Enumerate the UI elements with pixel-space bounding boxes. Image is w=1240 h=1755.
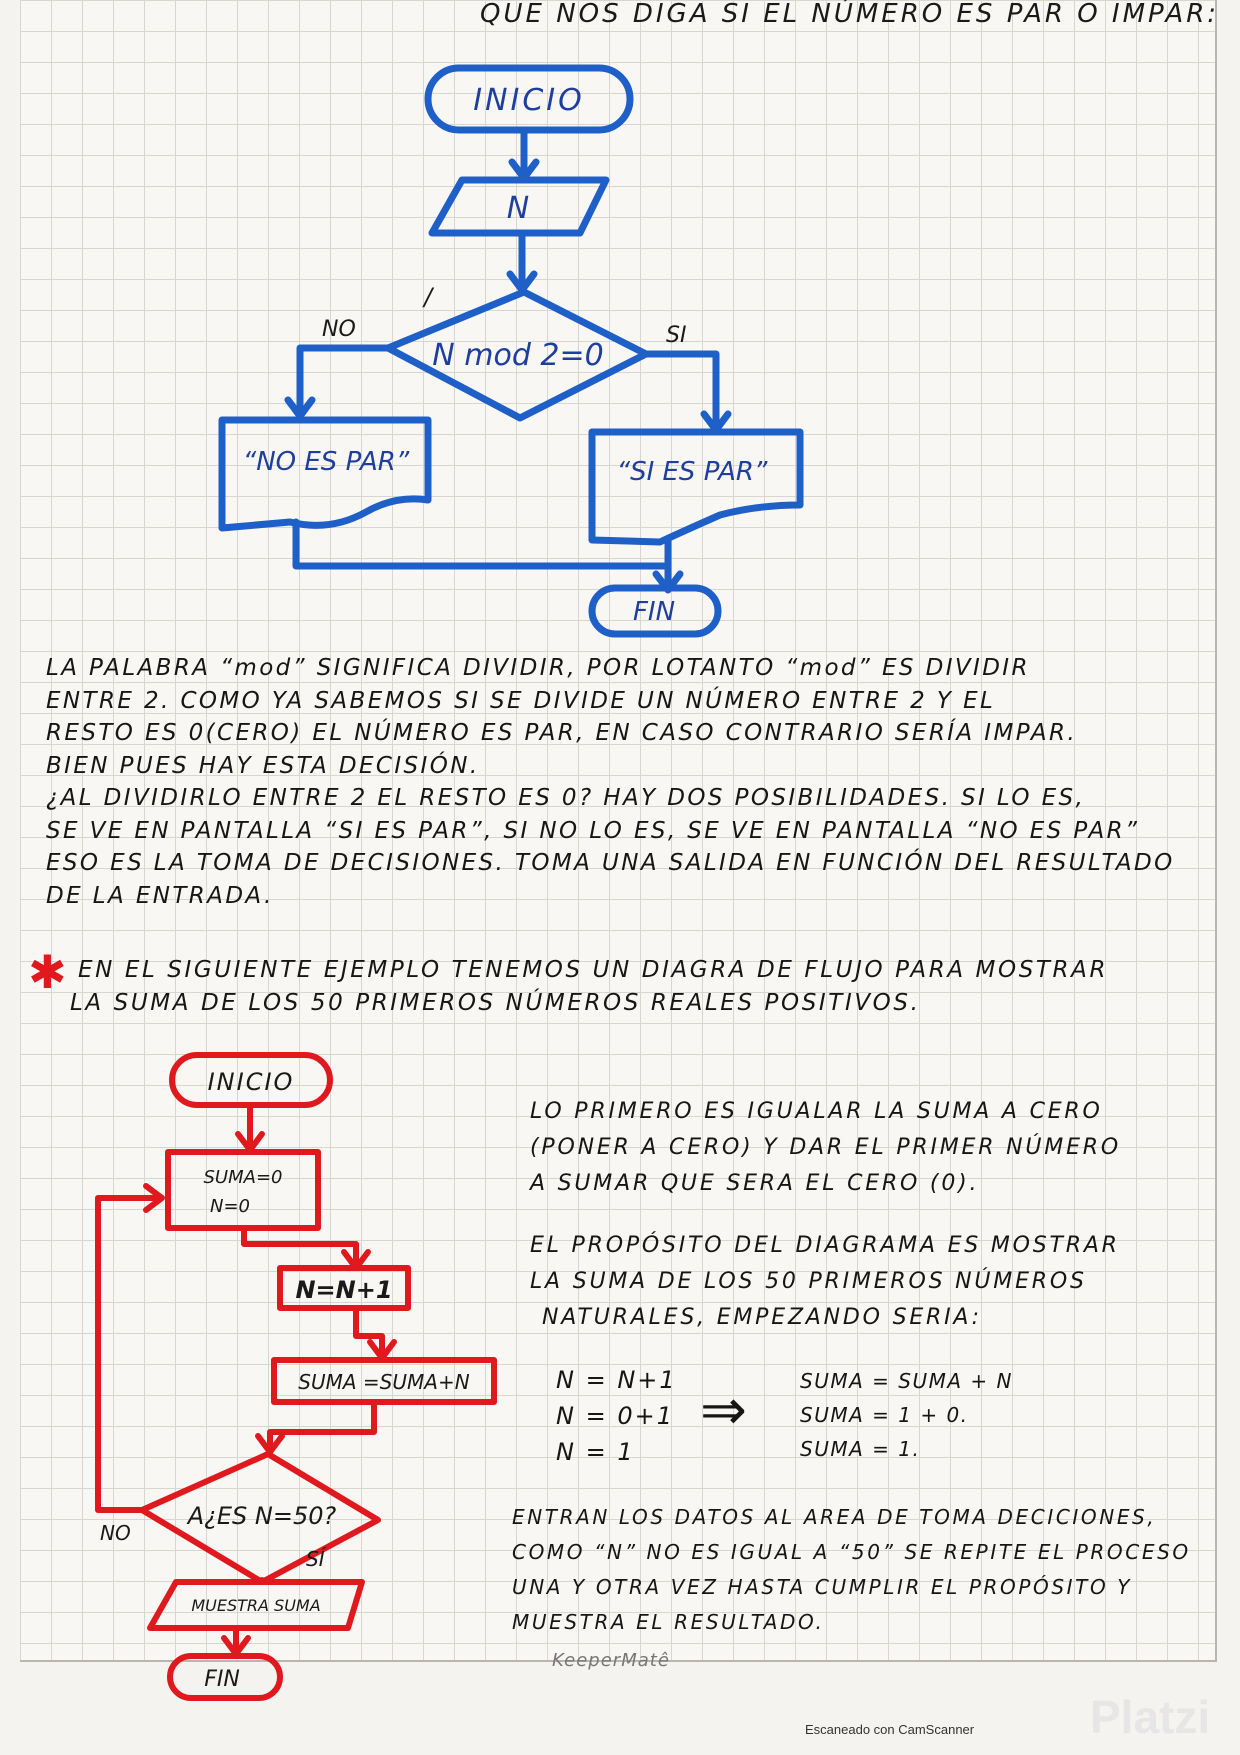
- decision-marker: /: [424, 283, 433, 311]
- scanner-footer: Escaneado con CamScanner: [805, 1722, 975, 1737]
- paragraph-line: DE LA ENTRADA.: [46, 882, 274, 909]
- note-line: LO PRIMERO ES IGUALAR LA SUMA A CERO: [530, 1099, 1103, 1124]
- init-line2: N=0: [210, 1196, 250, 1217]
- intro-line: LA SUMA DE LOS 50 PRIMEROS NÚMEROS REALES POSITIVOS.: [70, 990, 921, 1016]
- init-line1: SUMA=0: [203, 1167, 283, 1188]
- math-line: SUMA = 1.: [800, 1437, 921, 1461]
- signature-text: KeeperMatê: [552, 1650, 670, 1671]
- arrow-start-init: [238, 1105, 262, 1150]
- math-right: [800, 1364, 1013, 1466]
- loop-back-arrow: [98, 1186, 162, 1510]
- no-branch-label-2: NO: [100, 1521, 131, 1545]
- paragraph-line: BIEN PUES HAY ESTA DECISIÓN.: [46, 752, 480, 779]
- math-line: N = N+1: [556, 1366, 677, 1394]
- header-text: QUE NOS DIGA SI EL NÚMERO ES PAR O IMPAR:: [480, 0, 1220, 29]
- note-line: MUESTRA EL RESULTADO.: [512, 1610, 825, 1634]
- increment-label: N=N+1: [295, 1276, 393, 1304]
- platzi-watermark: Platzi: [1090, 1691, 1211, 1743]
- arrow-output-end: [224, 1628, 248, 1654]
- note-line: EL PROPÓSITO DEL DIAGRAMA ES MOSTRAR: [530, 1233, 1120, 1258]
- note-line: NATURALES, EMPEZANDO SERIA:: [542, 1305, 982, 1330]
- output-label-2: MUESTRA SUMA: [191, 1596, 321, 1615]
- arrow-increment-accumulate: [356, 1308, 394, 1358]
- output-no-label: “NO ES PAR”: [242, 447, 410, 477]
- input-label: N: [506, 191, 530, 226]
- paragraph-line: ENTRE 2. COMO YA SABEMOS SI SE DIVIDE UN NÚMERO ENTRE 2 Y EL: [46, 687, 996, 714]
- notes-paragraph-1: [530, 1094, 1121, 1202]
- math-line: N = 0+1: [556, 1402, 674, 1430]
- star-marker: ✱: [28, 945, 67, 999]
- output-yes-label: “SI ES PAR”: [616, 457, 768, 487]
- paragraph-line: RESTO ES 0(CERO) EL NÚMERO ES PAR, EN CASO CONTRARIO SERÍA IMPAR.: [46, 720, 1078, 746]
- intro-line: EN EL SIGUIENTE EJEMPLO TENEMOS UN DIAGRA DE FLUJO PARA MOSTRAR: [78, 957, 1109, 983]
- start-label: INICIO: [473, 83, 585, 118]
- start-label-2: INICIO: [207, 1068, 295, 1096]
- decision-label: N mod 2=0: [432, 338, 604, 373]
- note-line: (PONER A CERO) Y DAR EL PRIMER NÚMERO: [530, 1135, 1121, 1160]
- no-branch-label: NO: [322, 317, 356, 342]
- paragraph-line: LA PALABRA “mod” SIGNIFICA DIVIDIR, POR LOTANTO “mod” ES DIVIDIR: [46, 655, 1030, 681]
- paragraph-line: SE VE EN PANTALLA “SI ES PAR”, SI NO LO ES, SE VE EN PANTALLA “NO ES PAR”: [46, 817, 1140, 844]
- arrow-init-increment: [244, 1228, 368, 1268]
- math-left: [556, 1362, 677, 1470]
- implies-arrow-glyph: ⇒: [700, 1378, 747, 1443]
- math-line: SUMA = 1 + 0.: [800, 1403, 969, 1427]
- accumulate-label: SUMA =SUMA+N: [298, 1370, 470, 1394]
- math-line: SUMA = SUMA + N: [800, 1369, 1013, 1393]
- note-line: COMO “N” NO ES IGUAL A “50” SE REPITE EL PROCESO: [512, 1540, 1191, 1564]
- paragraph-line: ESO ES LA TOMA DE DECISIONES. TOMA UNA SALIDA EN FUNCIÓN DEL RESULTADO: [46, 850, 1175, 876]
- note-line: ENTRAN LOS DATOS AL AREA DE TOMA DECICIONES,: [512, 1505, 1157, 1529]
- yes-branch-label-2: SÍ: [306, 1547, 325, 1571]
- notes-paragraph-3: [512, 1500, 1191, 1640]
- note-line: UNA Y OTRA VEZ HASTA CUMPLIR EL PROPÓSITO Y: [512, 1575, 1133, 1599]
- arrow-accumulate-decision: [258, 1402, 374, 1452]
- end-label-2: FIN: [204, 1667, 240, 1692]
- note-line: A SUMAR QUE SERA EL CERO (0).: [530, 1171, 980, 1196]
- decision-label-2: A¿ES N=50?: [187, 1502, 337, 1530]
- note-line: LA SUMA DE LOS 50 PRIMEROS NÚMEROS: [530, 1269, 1087, 1294]
- paragraph-line: ¿AL DIVIDIRLO ENTRE 2 EL RESTO ES 0? HAY DOS POSIBILIDADES. SI LO ES,: [46, 785, 1086, 811]
- notes-paragraph-2: [530, 1228, 1120, 1336]
- signature: [552, 1650, 670, 1671]
- end-label: FIN: [632, 597, 676, 627]
- math-line: N = 1: [556, 1438, 635, 1466]
- yes-branch-label: SI: [666, 323, 687, 348]
- implies-arrow: [700, 1378, 747, 1443]
